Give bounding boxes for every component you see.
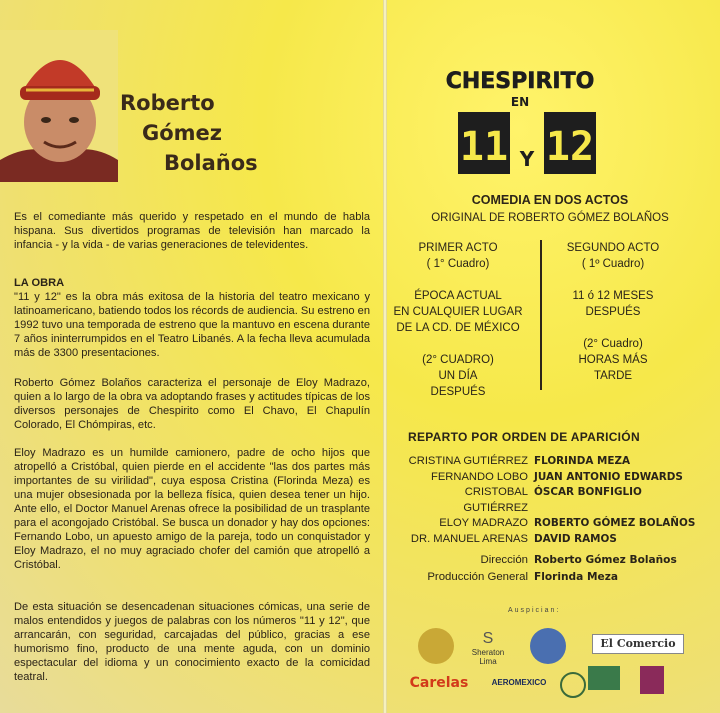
obra-text-3: Eloy Madrazo es un humilde camionero, padre de ocho hijos que atropelló a Cristóbal, quien pierde en el accidente "las dos partes más importantes de su virilidad", cuya esposa Cristina (Florinda Meza) es una mujer obsesionada por la belleza física, quien desea tener un hijo. Ante ello, el Doctor Manuel Arenas ofrece la posibilidad de un trasplante para el acongojado Cristóbal. Se busca un donador y hay dos opciones: Fernando Lobo, un apuesto amigo de la pareja, todo un conquistador y Eloy Madrazo, el no muy agraciado chofer del camión que atropelló a Cristóbal. <box>14 447 370 571</box>
el-comercio-logo: El Comercio <box>592 634 684 654</box>
intro-paragraph <box>14 210 370 252</box>
sheraton-logo-text: Sheraton Lima <box>471 648 505 666</box>
cast-actor: JUAN ANTONIO EDWARDS <box>534 470 683 483</box>
second-act-line: DESPUÉS <box>585 306 641 318</box>
title-brand: CHESPIRITO <box>445 69 595 94</box>
first-act <box>393 240 523 400</box>
aeromexico-logo: AEROMEXICO <box>491 678 547 687</box>
name-line-2: Gómez <box>142 121 223 145</box>
credit-row <box>400 569 710 586</box>
cast-row <box>400 454 710 470</box>
obra-section <box>14 276 370 360</box>
second-act-line: (2° Cuadro) <box>583 338 643 350</box>
cast-role: DR. MANUEL ARENAS <box>410 532 528 545</box>
second-act <box>548 240 678 384</box>
first-act-line: EN CUALQUIER LUGAR <box>393 306 523 318</box>
credit-person: Florinda Meza <box>534 571 619 583</box>
comedy-line-2: ORIGINAL DE ROBERTO GÓMEZ BOLAÑOS <box>431 212 669 224</box>
cast-row <box>400 516 710 532</box>
obra-paragraph-2 <box>14 376 370 432</box>
portrait-photo <box>0 30 118 182</box>
second-act-line: HORAS MÁS <box>578 354 648 366</box>
sheraton-logo: S Sheraton Lima <box>471 630 505 666</box>
first-act-line: (2° CUADRO) <box>422 354 494 366</box>
intro-text: Es el comediante más querido y respetado en el mundo de habla hispana. Sus divertidos programas de televisión han marcado la infancia - y la vida - de varias generaciones de televidentes. <box>14 211 370 251</box>
music-logo-icon <box>640 666 664 694</box>
cast-role: CRISTOBAL GUTIÉRREZ <box>463 486 528 514</box>
comedy-line-1: COMEDIA EN DOS ACTOS <box>471 193 629 207</box>
cast-list <box>400 454 710 548</box>
first-act-line: DE LA CD. DE MÉXICO <box>396 322 520 334</box>
name-line-1: Roberto <box>120 91 215 115</box>
credit-row <box>400 552 710 569</box>
second-act-line: SEGUNDO ACTO <box>566 242 660 254</box>
reparto-heading: REPARTO POR ORDEN DE APARICIÓN <box>408 430 640 444</box>
obra-heading: LA OBRA <box>14 277 65 289</box>
title-y: Y <box>519 147 535 171</box>
anniversary-logo-icon <box>418 628 454 664</box>
carelas-logo: Carelas <box>409 675 469 691</box>
comedian-name <box>120 88 290 178</box>
center-fold <box>383 0 387 713</box>
first-act-line: ÉPOCA ACTUAL <box>414 290 502 302</box>
flag-logo-icon <box>588 666 620 690</box>
cast-actor: ROBERTO GÓMEZ BOLAÑOS <box>534 517 696 530</box>
cast-role: CRISTINA GUTIÉRREZ <box>408 455 528 467</box>
obra-text-2: Roberto Gómez Bolaños caracteriza el personaje de Eloy Madrazo, quien a lo largo de la obra va adoptando frases y actitudes típicas de los diversos personajes de Chespirito como El Chavo, El Chapulín Colorado, El Chómpiras, etc. <box>14 377 370 431</box>
second-act-line: TARDE <box>593 370 633 382</box>
obra-paragraph-4 <box>14 600 370 684</box>
cast-actor: DAVID RAMOS <box>534 532 617 545</box>
cast-row <box>400 485 710 516</box>
first-act-line: PRIMER ACTO <box>418 242 498 254</box>
title-logo <box>440 62 600 182</box>
obra-text-4: De esta situación se desencadenan situaciones cómicas, una serie de malos entendidos y juegos de palabras con los números "11 y 12", que arrancarán, con seguridad, carcajadas del público, gracias a ese humorismo fino, producto de una mente aguda, con un dominio espectacular del idioma y un conocimiento exacto de la comicidad teatral. <box>14 601 370 683</box>
credit-role: Dirección <box>480 554 528 566</box>
first-act-line: ( 1° Cuadro) <box>426 258 490 270</box>
seal-logo-icon <box>560 672 586 698</box>
obra-paragraph-1: "11 y 12" es la obra más exitosa de la historia del teatro mexicano y latinoamericano, batiendo todos los récords de audiencia. Su estreno en 1992 tuvo una temporada de estreno que la mantuvo en escena durante 7 años ininterrumpidos en el Teatro Libanés. A la fecha lleva acumulada más de 3300 presentaciones. <box>14 291 370 359</box>
first-act-line: DESPUÉS <box>430 386 486 398</box>
first-act-line: UN DÍA <box>438 370 478 382</box>
credit-person: Roberto Gómez Bolaños <box>534 554 677 566</box>
obra-paragraph-3 <box>14 446 370 572</box>
cast-actor: FLORINDA MEZA <box>534 455 631 467</box>
cast-row <box>400 532 710 548</box>
act-divider <box>540 240 542 390</box>
credit-role: Producción General <box>427 571 528 583</box>
sponsors-label: Auspician: <box>508 607 561 614</box>
cast-role: ELOY MADRAZO <box>439 517 528 530</box>
cast-row <box>400 470 710 486</box>
cast-role: FERNANDO LOBO <box>431 470 528 483</box>
cast-actor: ÓSCAR BONFIGLIO <box>534 486 642 499</box>
title-en: EN <box>510 95 530 109</box>
name-line-3: Bolaños <box>164 151 258 175</box>
credits-list <box>400 552 710 586</box>
globe-logo-icon <box>530 628 566 664</box>
title-number-11: 11 <box>459 124 509 170</box>
second-act-line: ( 1º Cuadro) <box>581 258 645 270</box>
second-act-line: 11 ó 12 MESES <box>572 290 654 302</box>
title-number-12: 12 <box>545 124 595 170</box>
